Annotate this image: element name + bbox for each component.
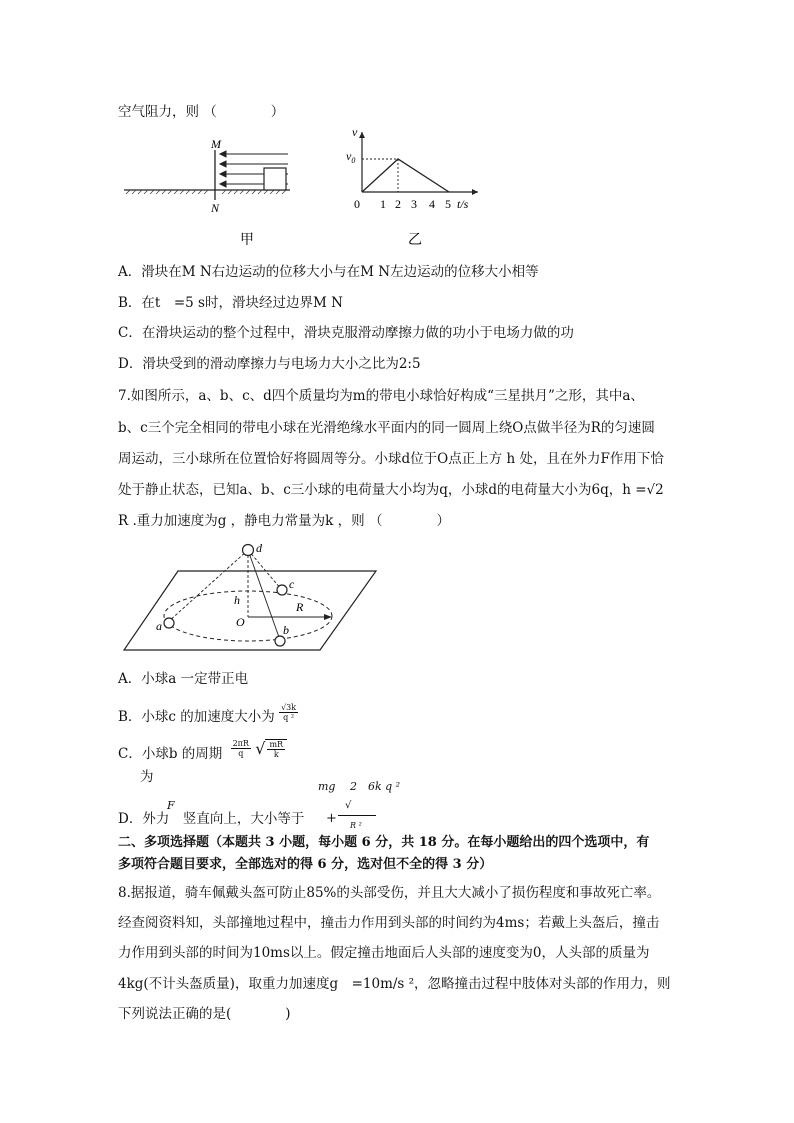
q7-stem-line5: R .重力加速度为g ，静电力常量为k ，则 （ ）	[118, 513, 450, 529]
q7-option-c-fraction1: $\frac{2\pi R}{q}$	[232, 739, 249, 758]
label-r: R	[296, 600, 304, 614]
q7-stem-line3: 周运动，三小球所在位置恰好将圆周等分。小球d位于O点正上方 h 处，且在外力F作用下恰	[118, 451, 664, 467]
caption-yi: 乙	[408, 233, 422, 248]
q8-stem-line3: 力作用到头部的时间为10ms以上。假定撞击地面后人头部的速度变为0，人头部的质量为	[118, 945, 650, 961]
label-n: N	[211, 201, 220, 215]
v0-label: $v_0$	[346, 149, 356, 165]
q7-stem-line2: b、c三个完全相同的带电小球在光滑绝缘水平面内的同一圆周上绕O点做半径为R的匀速圆	[118, 420, 655, 436]
horizontal-plane	[124, 571, 376, 650]
ball-d	[243, 545, 254, 556]
q7-option-c-wei: 为	[140, 769, 154, 785]
q7-option-d-fraction-bar	[338, 815, 376, 816]
ball-c	[277, 585, 287, 595]
q8-stem-line4: 4kg(不计头盔质量)，取重力加速度g =10m/s ²，忽略撞击过程中肢体对头部的作用力，则	[118, 976, 671, 992]
label-d: d	[256, 541, 262, 555]
t-axis-label: t/s	[457, 197, 469, 211]
svg-text:4: 4	[429, 197, 435, 211]
label-o: O	[236, 615, 245, 629]
q7-stem-line4: 处于静止状态，已知a、b、c三小球的电荷量大小均为q，小球d的电荷量大小为6q，h =√2	[118, 482, 664, 498]
q6-option-b: B．在t =5 s时，滑块经过边界M N	[118, 295, 343, 311]
section2-heading-line2: 多项符合题目要求，全部选对的得 6 分，选对但不全的得 3 分）	[118, 857, 493, 872]
v-axis-label: v	[352, 128, 358, 139]
vt-line	[362, 159, 449, 192]
svg-text:3: 3	[411, 197, 417, 211]
question-continuation: 空气阻力，则 （ ）	[118, 104, 285, 120]
label-a: a	[156, 619, 162, 633]
label-h: h	[234, 593, 240, 607]
label-c: c	[289, 577, 295, 591]
q7-option-d-plus: +	[326, 811, 337, 826]
q7-option-d: D．外力 竖直向上，大小等于	[118, 811, 305, 827]
svg-text:2: 2	[395, 197, 401, 211]
q7-option-a: A．小球a 一定带正电	[118, 671, 249, 687]
q7-stem-line1: 7.如图所示，a、b、c、d四个质量均为m的带电小球恰好构成“三星拱月”之形，其中a、	[118, 388, 644, 404]
figure-jia-yi	[118, 128, 488, 250]
q6-option-c: C．在滑块运动的整个过程中，滑块克服滑动摩擦力做的功小于电场力做的功	[118, 325, 574, 341]
slider-block	[264, 168, 286, 190]
q7-option-b	[118, 703, 298, 727]
q7-option-c-fraction2: $\frac{mR}{k}$	[265, 739, 287, 759]
q6-option-d: D．滑块受到的滑动摩擦力与电场力大小之比为2:5	[118, 356, 421, 372]
caption-jia: 甲	[240, 233, 254, 248]
q7-option-b-text: B．小球c 的加速度大小为	[118, 709, 275, 725]
section2-heading-line1: 二、多项选择题（本题共 3 小题，每小题 6 分，共 18 分。在每小题给出的四个选项中，有	[118, 835, 650, 850]
q6-option-a: A．滑块在M N右边运动的位移大小与在M N左边运动的位移大小相等	[118, 264, 539, 280]
q7-option-d-f-symbol: F	[167, 799, 175, 812]
label-m: M	[211, 137, 221, 151]
q7-option-c: C．小球b 的周期 $\frac{2\pi R}{q}$ √ $\frac{mR}{k}$	[118, 744, 287, 765]
q8-stem-line2: 经查阅资料知，头部撞地过程中，撞击力作用到头部的时间约为4ms；若戴上头盔后，撞击	[118, 915, 660, 931]
line-d-b	[248, 550, 280, 640]
label-b: b	[283, 623, 289, 637]
q8-stem-line5: 下列说法正确的是( )	[118, 1006, 291, 1022]
q7-option-d-denominator: R ²	[350, 821, 362, 830]
svg-text:5: 5	[445, 197, 451, 211]
origin-label: 0	[354, 197, 360, 211]
q7-option-d-numerator: mg 2 6k q ²	[318, 780, 401, 793]
figure-three-stars	[118, 536, 380, 658]
q7-option-d-sqrt: √	[345, 800, 352, 811]
q8-stem-line1: 8.据报道，骑车佩戴头盔可防止85%的头部受伤，并且大大减小了损伤程度和事故死亡率。	[118, 885, 661, 901]
ball-b	[275, 636, 285, 646]
t-ticks	[380, 197, 451, 211]
svg-text:1: 1	[380, 197, 386, 211]
ball-a	[164, 618, 174, 628]
q7-option-c-text: C．小球b 的周期	[118, 746, 223, 762]
q7-option-b-fraction: $\frac{√3k}{\text{q ²}}$	[281, 703, 297, 722]
